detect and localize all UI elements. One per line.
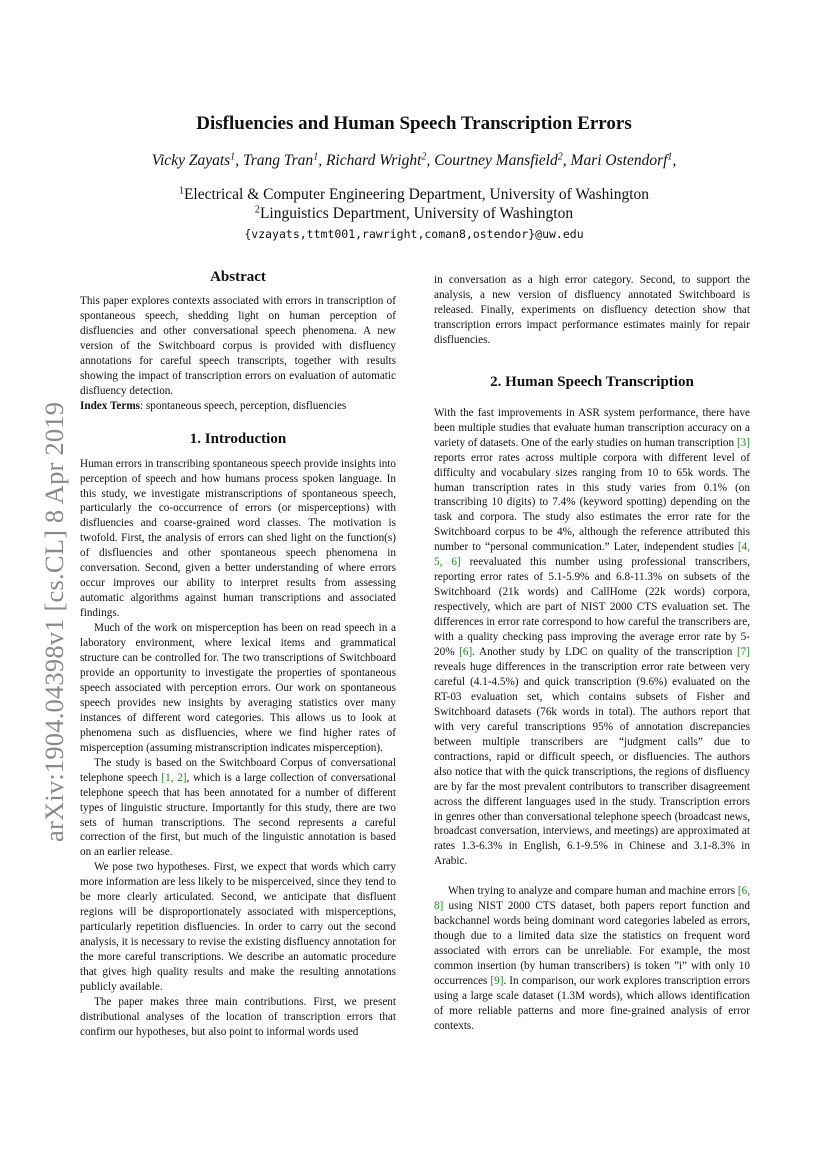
citation-link[interactable]: [3] — [736, 436, 750, 449]
paper-title: Disfluencies and Human Speech Transcription Errors — [196, 113, 632, 134]
text-run: With the fast improvements in ASR system performance, there have been multiple studies that evaluate human transcription accuracy on a variety of datasets. One of the early studies on human transcription — [434, 406, 750, 449]
index-terms-text: : spontaneous speech, perception, disfluencies — [140, 399, 347, 412]
abstract-text: This paper explores contexts associated with errors in transcription of spontaneous speech, shedding light on human perception of disfluencies and other conversational speech phenomena. A new version of the Switchboard corpus is provided with disfluency annotations for careful speech transcripts, together with results showing the impact of transcription errors on evaluation of automatic disfluency detection. — [80, 295, 396, 397]
citation-link[interactable]: [9] — [490, 975, 504, 988]
citation-link[interactable]: [4, 5, 6] — [434, 541, 750, 569]
author-name: Vicky Zayats — [151, 152, 231, 169]
affiliation-number: 1 — [178, 185, 184, 197]
author-affiliation-mark: 1 — [667, 151, 673, 163]
intro-paragraph-5: The paper makes three main contributions. First, we present distributional analyses of the location of transcription errors that confirm our hypotheses, but also point to informal words used — [80, 995, 396, 1038]
text-run: using NIST 2000 CTS dataset, both papers report function and backchannel words being dominant word categories labeled as errors, though due to a limited data size the statistics on frequent word associated with errors can be unreliable. For example, the most common insertion (by human transcribers) is token ”i” with only 10 occurrences — [434, 900, 750, 988]
text-run: The study is based on the Switchboard Corpus of conversational telephone speech — [80, 756, 396, 784]
author-name: Richard Wright — [325, 152, 422, 169]
section-2-paragraph-2 — [434, 884, 750, 1034]
citation-link[interactable]: [6, 8] — [434, 885, 750, 913]
affiliation-text: Linguistics Department, University of Washington — [259, 205, 574, 222]
section-2-paragraph-1 — [434, 406, 750, 870]
text-run: , which is a large collection of conversational telephone speech that has been annotated for a number of different types of linguistic structure. Importantly for this study, there are two sets of human transcriptions. The second represents a careful correction of the first, but much of the linguistic annotation is based on an earlier release. — [80, 771, 396, 859]
author-list: Vicky Zayats$^1$, Trang Tran$^1$, Richard Wright$^2$, Courtney Mansfield$^2$, Mari Ostendorf$^1$, — [151, 151, 677, 169]
text-run: . In comparison, our work explores transcription errors using a large scale dataset (1.3M words), which allows identification of more reliable patterns and more fine-grained analysis of error contexts. — [434, 975, 750, 1032]
introduction-heading: 1. Introduction — [189, 430, 287, 447]
intro-paragraph-3 — [80, 756, 396, 861]
arxiv-identifier: arXiv:1904.04398v1 [cs.CL] 8 Apr 2019 — [39, 401, 69, 842]
text-run: reevaluated this number using professional transcribers, reporting error rates of 5.1-5.9% and 6.8-11.3% on subsets of the Switchboard (21k words) and CallHome (22k words) corpora, respectively, which are part of NIST 2000 CTS evaluation set. The differences in error rate correspond to how careful the transcribers are, with a quality checking pass improving the average error rate by 5-20% — [434, 556, 750, 659]
arxiv-stamp — [14, 372, 69, 842]
intro-paragraph-1: Human errors in transcribing spontaneous speech provide insights into perception of speech and how humans process spoken language. In this study, we investigate mistranscriptions of spontaneous speech, particularly the co-occurrence of errors (or misperceptions) with disfluencies and coarse-grained word classes. The motivation is twofold. First, the analysis of errors can shed light on the function(s) of disfluencies and other spontaneous speech phenomena in conversation. Second, given a better understanding of where errors occur improves our ability to interpret results from assessing automatic algorithms against human transcriptions and associated findings. — [80, 457, 396, 620]
section-2-heading: 2. Human Speech Transcription — [490, 373, 694, 390]
author-emails: {vzayats,ttmt001,rawright,coman8,ostendor}@uw.edu — [244, 227, 584, 241]
intro-paragraph-4: We pose two hypotheses. First, we expect that words which carry more information are less likely to be misperceived, since they tend to be more clearly articulated. Second, we anticipate that disfluent regions will be disproportionately associated with misperceptions, particularly repetition disfluencies. In order to carry out the second analysis, it is necessary to revise the existing disfluency annotation for the more careful transcriptions. We describe an automatic procedure that gives high quality results and make the resulting annotations publicly available. — [80, 861, 396, 993]
text-run: reveals huge differences in the transcription error rate between very careful (4.1-4.5%) and quick transcription (9.6%) evaluated on the RT-03 evaluation set, which contains subsets of Fisher and Switchboard datasets (76k words in total). The authors report that with very careful transcriptions 95% of annotation discrepancies between multiple transcribers are “judgment calls” due to contractions, rapid or difficult speech, or disfluencies. The authors also notice that with the quick transcriptions, the regions of disfluency are by far the most prevalent contributors to transcriber disagreement across the different languages used in the study. Transcription errors in genres other than conversational telephone speech (broadcast news, broadcast conversation, interviews, and meetings) are approximated at rates 1.3-6.3% in English, 6.1-9.5% in Chinese and 3.1-8.3% in Arabic. — [434, 660, 750, 868]
index-terms — [80, 399, 396, 414]
affiliation-number: 2 — [254, 204, 260, 216]
author-affiliation-mark: 1 — [230, 151, 236, 163]
author-affiliation-mark: 2 — [421, 151, 427, 163]
text-run: When trying to analyze and compare human and machine errors — [448, 885, 738, 898]
citation-link[interactable]: [7] — [736, 646, 750, 659]
affiliation-1 — [0, 186, 828, 204]
author-affiliation-mark: 1 — [313, 151, 319, 163]
index-terms-label: Index Terms — [80, 399, 140, 412]
affiliation-2 — [0, 205, 828, 223]
citation-link[interactable]: [1, 2] — [161, 771, 187, 784]
text-run: reports error rates across multiple corpora with different level of difficulty and vocabulary sizes ranging from 10 to 65k words. The human transcription rates in this study varies from 0.1% (on transcribing 10 digits) to 7.4% (keyword spotting) depending on the task and corpora. The study also estimates the error rate for the Switchboard corpus to be 4%, although the reference attributed this number to “personal communication.” Later, independent studies — [434, 451, 750, 554]
author-name: Trang Tran — [242, 152, 314, 169]
author-name: Mari Ostendorf — [570, 152, 668, 169]
intro-paragraph-2: Much of the work on misperception has been on read speech in a laboratory environment, where lexical items and grammatical structure can be controlled for. The two transcriptions of Switchboard provide an opportunity to investigate the properties of spontaneous speech associated with perception errors. Our work on spontaneous speech provides new insights by averaging statistics over many instances of different word categories. This allows us to look at phenomena such as disfluencies, where we find higher rates of misperception (assuming mistranscription indicates misperception). — [80, 622, 396, 754]
affiliation-text: Electrical & Computer Engineering Department, University of Washington — [183, 186, 650, 203]
left-column — [80, 268, 396, 1040]
citation-link[interactable]: [6] — [459, 646, 473, 659]
right-column — [434, 273, 750, 1034]
author-affiliation-mark: 2 — [557, 151, 563, 163]
author-name: Courtney Mansfield — [434, 152, 558, 169]
intro-paragraph-5-continued: in conversation as a high error category. Second, to support the analysis, a new version of disfluency annotated Switchboard is released. Finally, experiments on disfluency detection show that transcription errors impact performance estimates mainly for repair disfluencies. — [434, 274, 750, 346]
text-run: . Another study by LDC on quality of the transcription — [472, 646, 737, 659]
abstract-heading: Abstract — [210, 269, 266, 285]
